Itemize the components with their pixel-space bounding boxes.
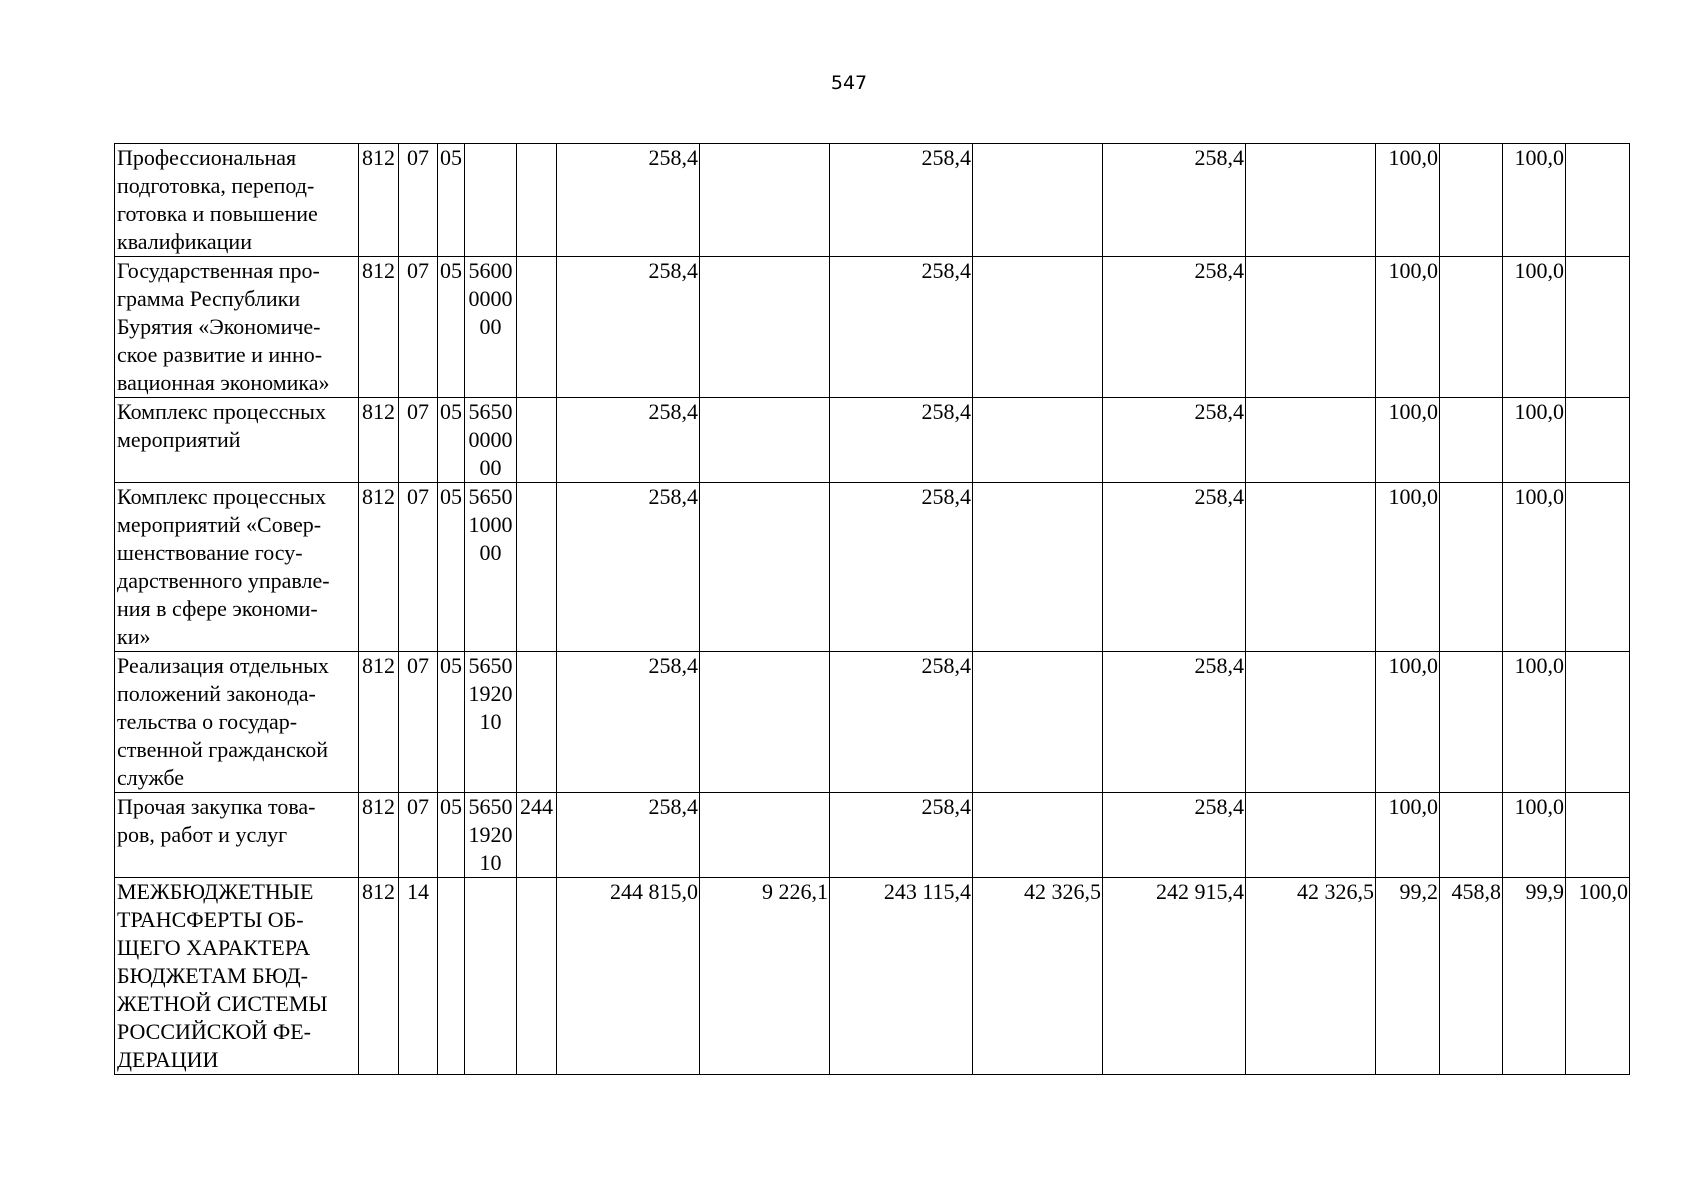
plan-total-cell: 258,4 <box>557 257 700 398</box>
adjusted-target-cell <box>973 257 1103 398</box>
section-code-cell: 07 <box>399 257 438 398</box>
ved-code-cell: 812 <box>359 652 399 793</box>
subsection-code-cell: 05 <box>438 483 465 652</box>
percent-4-cell <box>1566 257 1630 398</box>
section-code-cell: 07 <box>399 483 438 652</box>
percent-2-cell <box>1440 257 1503 398</box>
percent-2-cell <box>1440 144 1503 257</box>
plan-total-cell: 244 815,0 <box>557 878 700 1075</box>
executed-total-cell: 258,4 <box>1103 793 1246 878</box>
subsection-code-cell: 05 <box>438 793 465 878</box>
section-code-cell: 07 <box>399 144 438 257</box>
percent-4-cell <box>1566 793 1630 878</box>
executed-target-cell <box>1246 652 1376 793</box>
table-row <box>115 878 1630 1075</box>
percent-4-cell <box>1566 398 1630 483</box>
adjusted-total-cell: 258,4 <box>830 793 973 878</box>
percent-1-cell: 100,0 <box>1376 398 1440 483</box>
adjusted-total-cell: 258,4 <box>830 257 973 398</box>
subsection-code-cell: 05 <box>438 257 465 398</box>
target-item-code-cell: 5650 0000 00 <box>465 398 517 483</box>
row-name-cell: Государственная про- грамма Республики Бурятия «Экономиче- ское развитие и инно- вационная экономика» <box>115 257 359 398</box>
adjusted-target-cell <box>973 483 1103 652</box>
row-name-cell: Комплекс процессных мероприятий <box>115 398 359 483</box>
percent-4-cell <box>1566 652 1630 793</box>
ved-code-cell: 812 <box>359 793 399 878</box>
ved-code-cell: 812 <box>359 257 399 398</box>
target-item-code-cell: 5650 1000 00 <box>465 483 517 652</box>
adjusted-total-cell: 258,4 <box>830 144 973 257</box>
adjusted-target-cell: 42 326,5 <box>973 878 1103 1075</box>
row-name-cell: Профессиональная подготовка, перепод- готовка и повышение квалификации <box>115 144 359 257</box>
percent-2-cell: 458,8 <box>1440 878 1503 1075</box>
row-name-cell: МЕЖБЮДЖЕТНЫЕ ТРАНСФЕРТЫ ОБ- ЩЕГО ХАРАКТЕРА БЮДЖЕТАМ БЮД- ЖЕТНОЙ СИСТЕМЫ РОССИЙСКОЙ ФЕ- ДЕРАЦИИ <box>115 878 359 1075</box>
row-name-cell: Реализация отдельных положений законода- тельства о государ- ственной гражданской службе <box>115 652 359 793</box>
plan-total-cell: 258,4 <box>557 398 700 483</box>
executed-total-cell: 258,4 <box>1103 144 1246 257</box>
percent-4-cell <box>1566 483 1630 652</box>
table-row <box>115 652 1630 793</box>
plan-target-cell <box>700 652 830 793</box>
plan-target-cell <box>700 257 830 398</box>
expense-type-code-cell <box>517 257 557 398</box>
executed-target-cell <box>1246 483 1376 652</box>
percent-1-cell: 100,0 <box>1376 793 1440 878</box>
ved-code-cell: 812 <box>359 483 399 652</box>
expense-type-code-cell <box>517 878 557 1075</box>
section-code-cell: 07 <box>399 793 438 878</box>
percent-1-cell: 100,0 <box>1376 257 1440 398</box>
plan-total-cell: 258,4 <box>557 793 700 878</box>
adjusted-target-cell <box>973 652 1103 793</box>
executed-total-cell: 258,4 <box>1103 652 1246 793</box>
plan-target-cell: 9 226,1 <box>700 878 830 1075</box>
plan-total-cell: 258,4 <box>557 652 700 793</box>
ved-code-cell: 812 <box>359 144 399 257</box>
plan-target-cell <box>700 144 830 257</box>
section-code-cell: 07 <box>399 652 438 793</box>
percent-3-cell: 100,0 <box>1503 398 1566 483</box>
percent-4-cell: 100,0 <box>1566 878 1630 1075</box>
plan-total-cell: 258,4 <box>557 483 700 652</box>
executed-total-cell: 258,4 <box>1103 483 1246 652</box>
percent-3-cell: 100,0 <box>1503 144 1566 257</box>
percent-3-cell: 100,0 <box>1503 793 1566 878</box>
target-item-code-cell <box>465 878 517 1075</box>
adjusted-total-cell: 258,4 <box>830 652 973 793</box>
executed-total-cell: 258,4 <box>1103 257 1246 398</box>
adjusted-target-cell <box>973 144 1103 257</box>
percent-1-cell: 99,2 <box>1376 878 1440 1075</box>
percent-1-cell: 100,0 <box>1376 652 1440 793</box>
subsection-code-cell: 05 <box>438 398 465 483</box>
executed-target-cell <box>1246 398 1376 483</box>
budget-table <box>114 143 1630 1075</box>
percent-3-cell: 100,0 <box>1503 652 1566 793</box>
ved-code-cell: 812 <box>359 398 399 483</box>
table-row <box>115 483 1630 652</box>
page-number: 547 <box>830 72 868 94</box>
plan-target-cell <box>700 793 830 878</box>
percent-1-cell: 100,0 <box>1376 144 1440 257</box>
adjusted-total-cell: 258,4 <box>830 398 973 483</box>
percent-2-cell <box>1440 483 1503 652</box>
ved-code-cell: 812 <box>359 878 399 1075</box>
subsection-code-cell: 05 <box>438 144 465 257</box>
section-code-cell: 14 <box>399 878 438 1075</box>
table-row <box>115 398 1630 483</box>
plan-total-cell: 258,4 <box>557 144 700 257</box>
percent-2-cell <box>1440 652 1503 793</box>
executed-target-cell <box>1246 793 1376 878</box>
percent-2-cell <box>1440 398 1503 483</box>
executed-target-cell <box>1246 144 1376 257</box>
plan-target-cell <box>700 398 830 483</box>
target-item-code-cell: 5650 1920 10 <box>465 793 517 878</box>
subsection-code-cell: 05 <box>438 652 465 793</box>
adjusted-total-cell: 243 115,4 <box>830 878 973 1075</box>
expense-type-code-cell: 244 <box>517 793 557 878</box>
table-row <box>115 144 1630 257</box>
percent-2-cell <box>1440 793 1503 878</box>
subsection-code-cell <box>438 878 465 1075</box>
table-row <box>115 257 1630 398</box>
percent-3-cell: 100,0 <box>1503 483 1566 652</box>
executed-total-cell: 258,4 <box>1103 398 1246 483</box>
percent-3-cell: 99,9 <box>1503 878 1566 1075</box>
target-item-code-cell: 5600 0000 00 <box>465 257 517 398</box>
expense-type-code-cell <box>517 144 557 257</box>
expense-type-code-cell <box>517 398 557 483</box>
expense-type-code-cell <box>517 652 557 793</box>
plan-target-cell <box>700 483 830 652</box>
row-name-cell: Комплекс процессных мероприятий «Совер- шенствование госу- дарственного управле- ния в сфере экономи- ки» <box>115 483 359 652</box>
executed-target-cell <box>1246 257 1376 398</box>
row-name-cell: Прочая закупка това- ров, работ и услуг <box>115 793 359 878</box>
adjusted-target-cell <box>973 793 1103 878</box>
executed-target-cell: 42 326,5 <box>1246 878 1376 1075</box>
percent-3-cell: 100,0 <box>1503 257 1566 398</box>
target-item-code-cell <box>465 144 517 257</box>
adjusted-target-cell <box>973 398 1103 483</box>
target-item-code-cell: 5650 1920 10 <box>465 652 517 793</box>
executed-total-cell: 242 915,4 <box>1103 878 1246 1075</box>
percent-4-cell <box>1566 144 1630 257</box>
expense-type-code-cell <box>517 483 557 652</box>
section-code-cell: 07 <box>399 398 438 483</box>
adjusted-total-cell: 258,4 <box>830 483 973 652</box>
percent-1-cell: 100,0 <box>1376 483 1440 652</box>
table-row <box>115 793 1630 878</box>
